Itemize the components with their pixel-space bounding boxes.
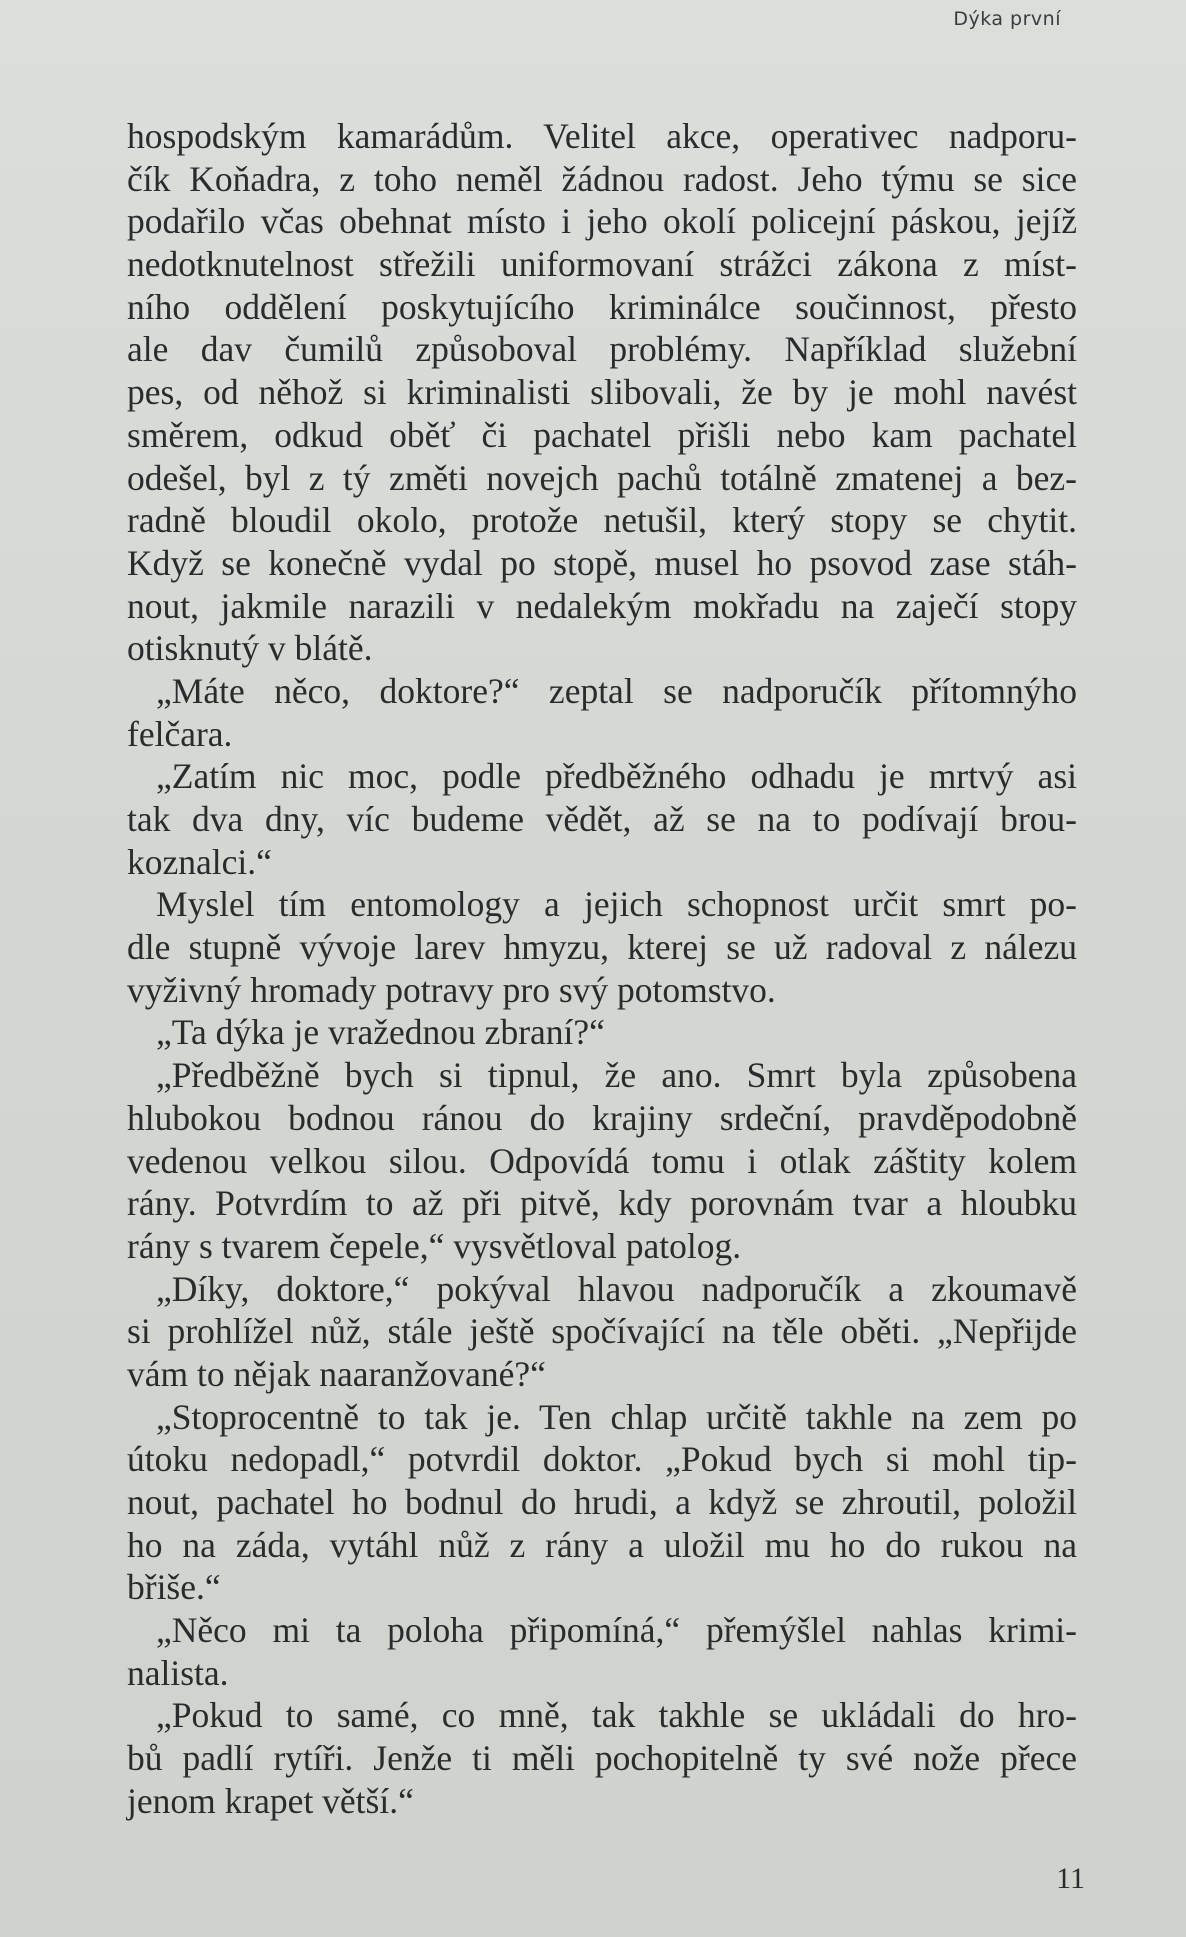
text-line: bů padlí rytíři. Jenže ti měli pochopitelně ty své nože přece [127,1738,1077,1779]
text-line: otisknutý v blátě. [127,628,373,669]
text-line: „Stoprocentně to tak je. Ten chlap určitě takhle na zem po [156,1396,1077,1437]
text-line: pes, od něhož si kriminalisti slibovali, že by je mohl navést [127,372,1077,413]
text-line: rány. Potvrdím to až při pitvě, kdy porovnám tvar a hloubku [127,1183,1077,1224]
text-line: vyživný hromady potravy pro svý potomstvo. [127,969,776,1010]
text-line: „Zatím nic moc, podle předběžného odhadu je mrtvý asi [156,756,1077,797]
text-line: „Máte něco, doktore?“ zeptal se nadporučík přítomnýho [156,670,1077,711]
text-line: dle stupně vývoje larev hmyzu, kterej se už radoval z nálezu [127,927,1077,968]
text-line: hlubokou bodnou ránou do krajiny srdeční, pravděpodobně [127,1097,1077,1138]
text-line: podařilo včas obehnat místo i jeho okolí policejní páskou, jejíž [127,201,1077,242]
text-line: čík Koňadra, z toho neměl žádnou radost. Jeho týmu se sice [127,158,1077,199]
text-line: nalista. [127,1652,229,1693]
body-text [127,115,1077,1823]
text-line: „Ta dýka je vražednou zbraní?“ [156,1012,605,1053]
text-line: radně bloudil okolo, protože netušil, který stopy se chytit. [127,500,1077,541]
text-line: ho na záda, vytáhl nůž z rány a uložil mu ho do rukou na [127,1524,1077,1565]
text-line: „Díky, doktore,“ pokýval hlavou nadporučík a zkoumavě [156,1268,1077,1309]
text-line: ního oddělení poskytujícího kriminálce součinnost, přesto [127,286,1077,327]
text-line: „Pokud to samé, co mně, tak takhle se ukládali do hro- [156,1695,1077,1736]
text-line: vám to nějak naaranžované?“ [127,1353,546,1394]
text-line: útoku nedopadl,“ potvrdil doktor. „Pokud bych si mohl tip- [127,1439,1077,1480]
text-line: ale dav čumilů způsoboval problémy. Například služební [127,329,1077,370]
text-line: jenom krapet větší.“ [127,1780,414,1821]
text-line: nout, jakmile narazili v nedalekým mokřadu na zaječí stopy [127,585,1077,626]
text-line: si prohlížel nůž, stále ještě spočívající na těle oběti. „Nepřijde [127,1311,1077,1352]
text-line: Když se konečně vydal po stopě, musel ho psovod zase stáh- [127,542,1077,583]
text-line: tak dva dny, víc budeme vědět, až se na to podívají brou- [127,799,1077,839]
text-line: felčara. [127,713,233,754]
text-line: Myslel tím entomology a jejich schopnost určit smrt po- [156,884,1077,925]
text-line: vedenou velkou silou. Odpovídá tomu i otlak záštity kolem [127,1140,1077,1181]
text-line: „Předběžně bych si tipnul, že ano. Smrt byla způsobena [156,1055,1077,1096]
text-line: břiše.“ [127,1567,221,1608]
running-head: Dýka první [953,8,1061,30]
text-line: hospodským kamarádům. Velitel akce, operativec nadporu- [127,116,1077,156]
page-number: 11 [1056,1862,1085,1895]
text-line: odešel, byl z tý změti novejch pachů totálně zmatenej a bez- [127,457,1077,498]
text-line: nedotknutelnost střežili uniformovaní strážci zákona z míst- [127,244,1077,285]
text-line: „Něco mi ta poloha připomíná,“ přemýšlel nahlas krimi- [156,1610,1077,1651]
text-line: nout, pachatel ho bodnul do hrudi, a když se zhroutil, položil [127,1482,1077,1522]
text-line: rány s tvarem čepele,“ vysvětloval patolog. [127,1225,742,1266]
text-line: směrem, odkud oběť či pachatel přišli nebo kam pachatel [127,414,1077,455]
text-line: koznalci.“ [127,841,272,882]
